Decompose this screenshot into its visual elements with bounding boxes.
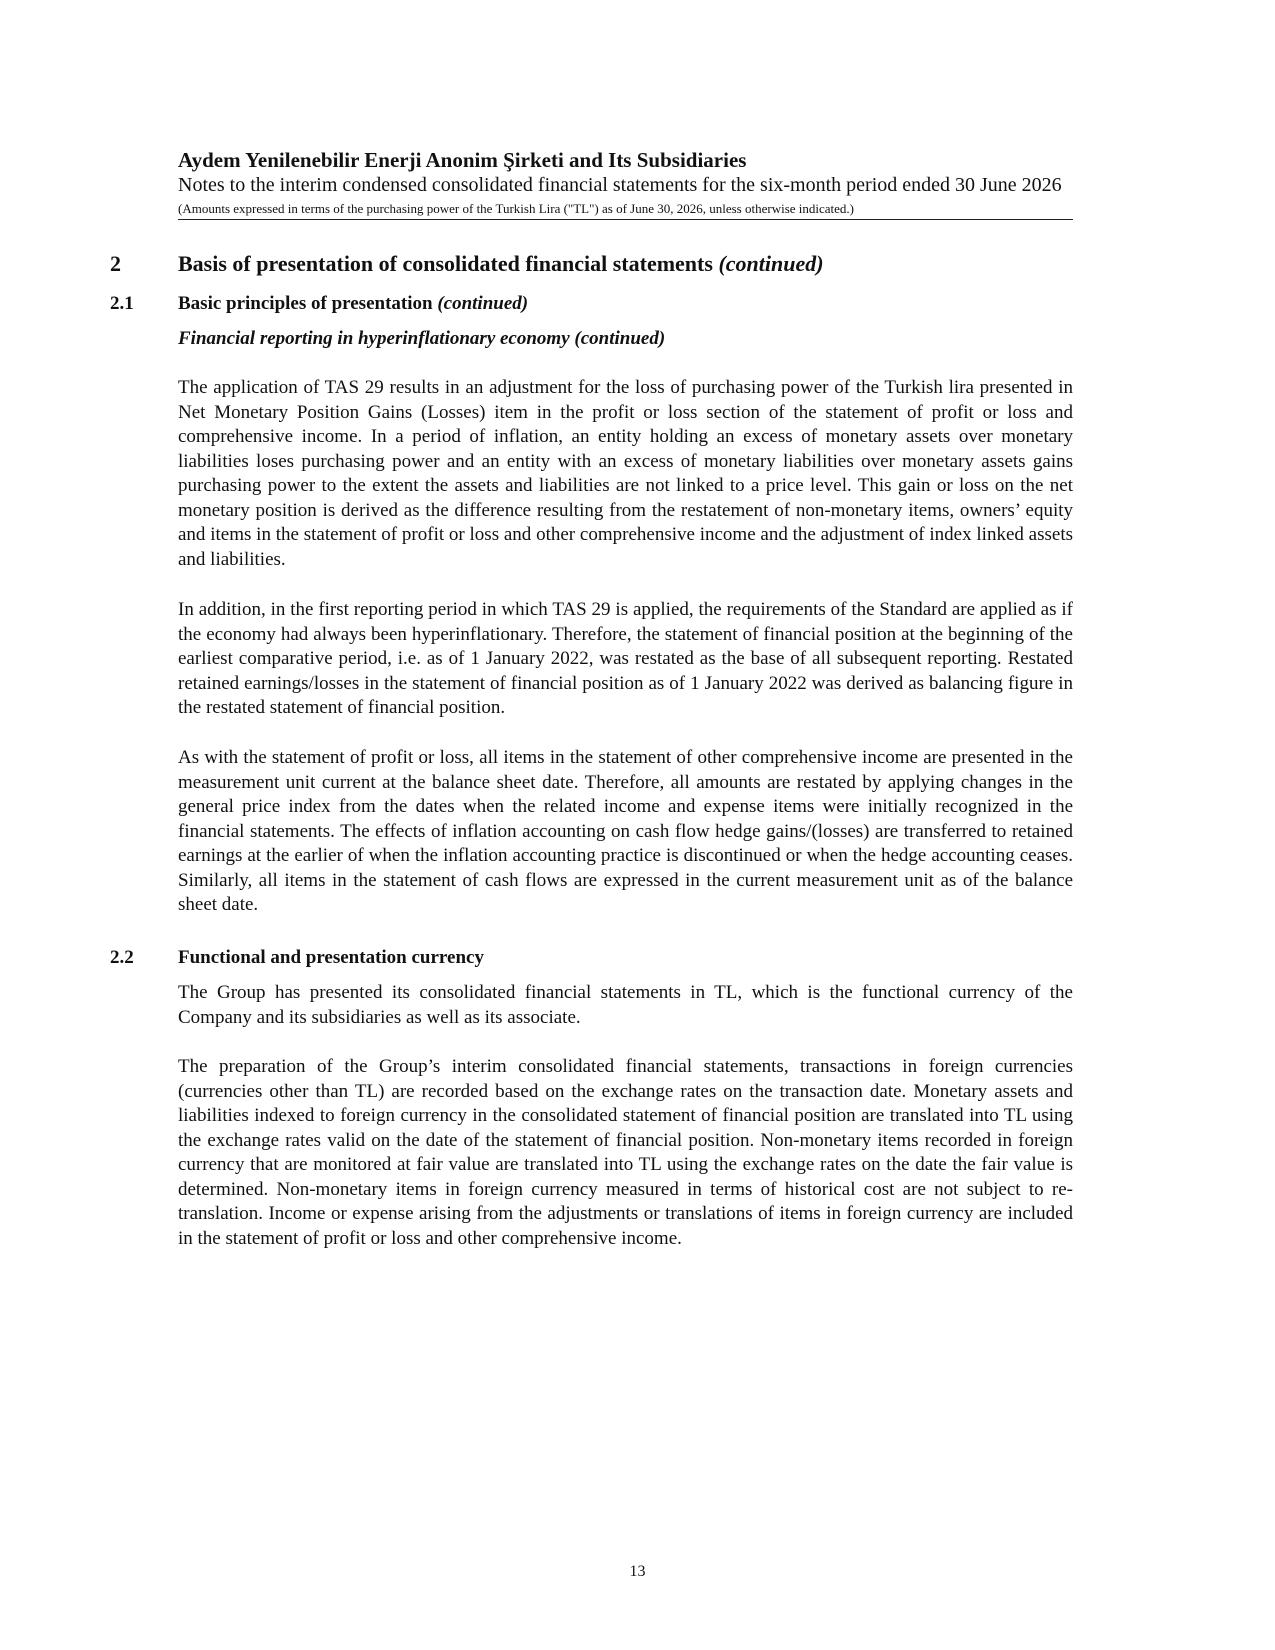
section-continued: (continued): [718, 251, 824, 276]
section-number: 2: [110, 251, 121, 276]
paragraph: The preparation of the Group’s interim consolidated financial statements, transactions in foreign currencies (currencies other than TL) are recorded based on the exchange rates on the transaction date. Monetary assets and liabilities indexed to foreign currency in the consolidated statement of financial position are translated into TL using the exchange rates valid on the date of the statement of financial position. Non-monetary items recorded in foreign currency that are monitored at fair value are translated into TL using the exchange rates on the date the fair value is determined. Non-monetary items in foreign currency measured in terms of historical cost are not subject to re-translation. Income or expense arising from the adjustments or translations of items in foreign currency are included in the statement of profit or loss and other comprehensive income.: [178, 1056, 1073, 1249]
section-title: Basis of presentation of consolidated financial statements: [178, 251, 713, 276]
page-header: [178, 147, 1073, 220]
paragraph: As with the statement of profit or loss, all items in the statement of other comprehensive income are presented in the measurement unit current at the balance sheet date. Therefore, all amounts are restated by applying changes in the general price index from the dates when the related income and expense items were initially recognized in the financial statements. The effects of inflation accounting on cash flow hedge gains/(losses) are transferred to retained earnings at the earlier of when the inflation accounting practice is discontinued or when the hedge accounting ceases. Similarly, all items in the statement of cash flows are expressed in the current measurement unit as of the balance sheet date.: [178, 747, 1073, 915]
subsection-heading-2-2: [110, 946, 1073, 970]
subsection-title-wrap: [178, 292, 528, 316]
section-heading: [110, 250, 1073, 278]
section-title-wrap: [178, 250, 824, 278]
subsection-number: 2.1: [110, 293, 134, 314]
amounts-note: (Amounts expressed in terms of the purchasing power of the Turkish Lira ("TL") as of June 30, 2026, unless otherwise indicated.): [178, 201, 1073, 220]
subsection-continued: (continued): [437, 293, 529, 314]
company-name: Aydem Yenilenebilir Enerji Anonim Şirketi and Its Subsidiaries: [178, 148, 747, 172]
subsection-title: Basic principles of presentation: [178, 293, 433, 314]
subsection-number: 2.2: [110, 947, 134, 968]
paragraph: The application of TAS 29 results in an adjustment for the loss of purchasing power of the Turkish lira presented in Net Monetary Position Gains (Losses) item in the profit or loss section of the statement of profit or loss and comprehensive income. In a period of inflation, an entity holding an excess of monetary assets over monetary liabilities loses purchasing power and an entity with an excess of monetary liabilities over monetary assets gains purchasing power to the extent the assets and liabilities are not linked to a price level. This gain or loss on the net monetary position is derived as the difference resulting from the restatement of non-monetary items, owners’ equity and items in the statement of profit or loss and other comprehensive income and the adjustment of index linked assets and liabilities.: [178, 377, 1073, 570]
page-number: 13: [629, 1563, 646, 1580]
paragraph: The Group has presented its consolidated financial statements in TL, which is the functional currency of the Company and its subsidiaries as well as its associate.: [178, 982, 1073, 1028]
report-subtitle: Notes to the interim condensed consolidated financial statements for the six-month period ended 30 June 2026: [178, 174, 1062, 196]
paragraph: In addition, in the first reporting period in which TAS 29 is applied, the requirements of the Standard are applied as if the economy had always been hyperinflationary. Therefore, the statement of financial position at the beginning of the earliest comparative period, i.e. as of 1 January 2022, was restated as the base of all subsequent reporting. Restated retained earnings/losses in the statement of financial position as of 1 January 2022 was derived as balancing figure in the restated statement of financial position.: [178, 599, 1073, 718]
subheading-hyperinflation: Financial reporting in hyperinflationary economy (continued): [178, 328, 666, 349]
subsection-title: Functional and presentation currency: [178, 947, 484, 968]
subsection-heading-2-1: [110, 292, 1073, 316]
